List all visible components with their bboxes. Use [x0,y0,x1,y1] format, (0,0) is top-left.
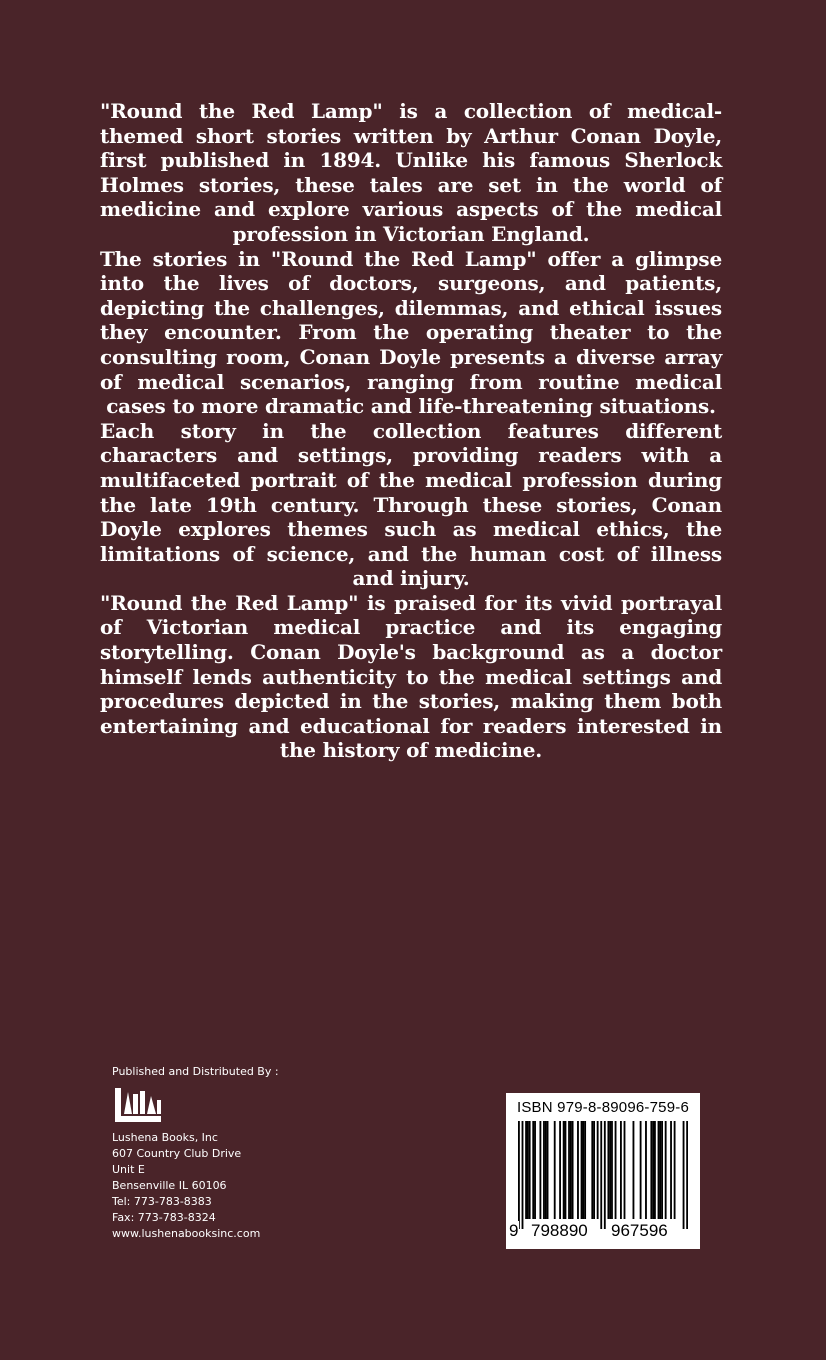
publisher-logo-icon [112,1086,164,1124]
barcode-bar [620,1121,622,1219]
description-paragraph: Each story in the collection features different characters and settings, providing readers with a multifaceted portrait of the medical profession during the late 19th century. Through these stories, Conan Doyle explores themes such as medical ethics, the limitations of science, and the human cost of illness and injury. [100,418,722,591]
barcode-bar [659,1121,661,1219]
barcode-bar [652,1121,654,1219]
publisher-name: Lushena Books, Inc [112,1131,218,1144]
barcode-bar [559,1121,561,1219]
barcode-bar [609,1121,611,1219]
barcode-bar [518,1121,520,1229]
barcode-bar [581,1121,583,1219]
barcode-digits [506,1221,700,1243]
barcode-digits-left: 798890 [531,1221,588,1240]
isbn-label: ISBN 979-8-89096-759-6 [516,1099,689,1116]
barcode-bar [593,1121,595,1219]
barcode-bar [604,1121,606,1229]
publisher-tel: Tel: 773-783-8383 [112,1195,212,1208]
publisher-address-line2: Unit E [112,1163,145,1176]
description-paragraph: "Round the Red Lamp" is praised for its vivid portrayal of Victorian medical practice and its engaging storytelling. Conan Doyle's background as a doctor himself lends authenticity to the medical settings and procedures depicted in the stories, making them both entertaining and educational for readers interested in the history of medicine. [100,590,722,763]
barcode-bar [654,1121,656,1219]
barcode-bar [547,1121,549,1219]
barcode-digit-lead: 9 [509,1221,519,1240]
barcode-bar [534,1121,536,1219]
back-cover-description [100,99,722,763]
barcode-bar [539,1121,541,1219]
barcode-bar [563,1121,565,1219]
barcode-bar [650,1121,652,1219]
barcode-bar [554,1121,556,1219]
barcode-bar [527,1121,529,1219]
publisher-info [112,1064,412,1242]
barcode-bar [584,1121,586,1219]
publisher-website: www.lushenabooksinc.com [112,1227,261,1240]
barcode-bar [543,1121,545,1219]
barcode-bar [570,1121,572,1219]
description-paragraph: "Round the Red Lamp" is a collection of medical-themed short stories written by Arthur Conan Doyle, first published in 1894. Unlike his famous Sherlock Holmes stories, these tales are set in the world of medicine and explore various aspects of the medical profession in Victorian England. [100,99,722,246]
barcode-bar [600,1121,602,1229]
isbn-barcode [506,1093,700,1249]
barcode-bar [683,1121,685,1229]
barcode-bar [525,1121,527,1219]
barcode-bar [670,1121,672,1219]
publisher-address-line1: 607 Country Club Drive [112,1147,242,1160]
barcode-bar [565,1121,567,1219]
barcode-bar [582,1121,584,1219]
barcode-bar [674,1121,676,1219]
barcode-bar [568,1121,570,1219]
barcode-bar [665,1121,667,1219]
publisher-fax: Fax: 773-783-8324 [112,1211,216,1224]
barcode-bar [572,1121,574,1219]
barcode-bar [611,1121,613,1219]
description-paragraph: The stories in "Round the Red Lamp" offer a glimpse into the lives of doctors, surgeons, and patients, depicting the challenges, dilemmas, and ethical issues they encounter. From the operating theater to the consulting room, Conan Doyle presents a diverse array of medical scenarios, ranging from routine medical cases to more dramatic and life-threatening situations. [100,246,722,419]
publisher-heading: Published and Distributed By : [112,1065,279,1078]
barcode-bar [633,1121,635,1219]
barcode-bar [577,1121,579,1219]
barcode-bar [624,1121,626,1219]
barcode-bars [518,1121,688,1229]
barcode-bar [686,1121,688,1229]
barcode-bar [591,1121,593,1219]
barcode-bar [645,1121,647,1219]
barcode-bar [661,1121,663,1219]
barcode-bar [607,1121,609,1219]
barcode-bar [597,1121,599,1219]
barcode-bar [658,1121,660,1219]
barcode-bar [545,1121,547,1219]
barcode-bar [529,1121,531,1219]
publisher-city: Bensenville IL 60106 [112,1179,227,1192]
barcode-bar [615,1121,617,1219]
barcode-bar [640,1121,642,1219]
barcode-bar [532,1121,534,1219]
barcode-bar [522,1121,524,1229]
barcode-digits-right: 967596 [611,1221,668,1240]
